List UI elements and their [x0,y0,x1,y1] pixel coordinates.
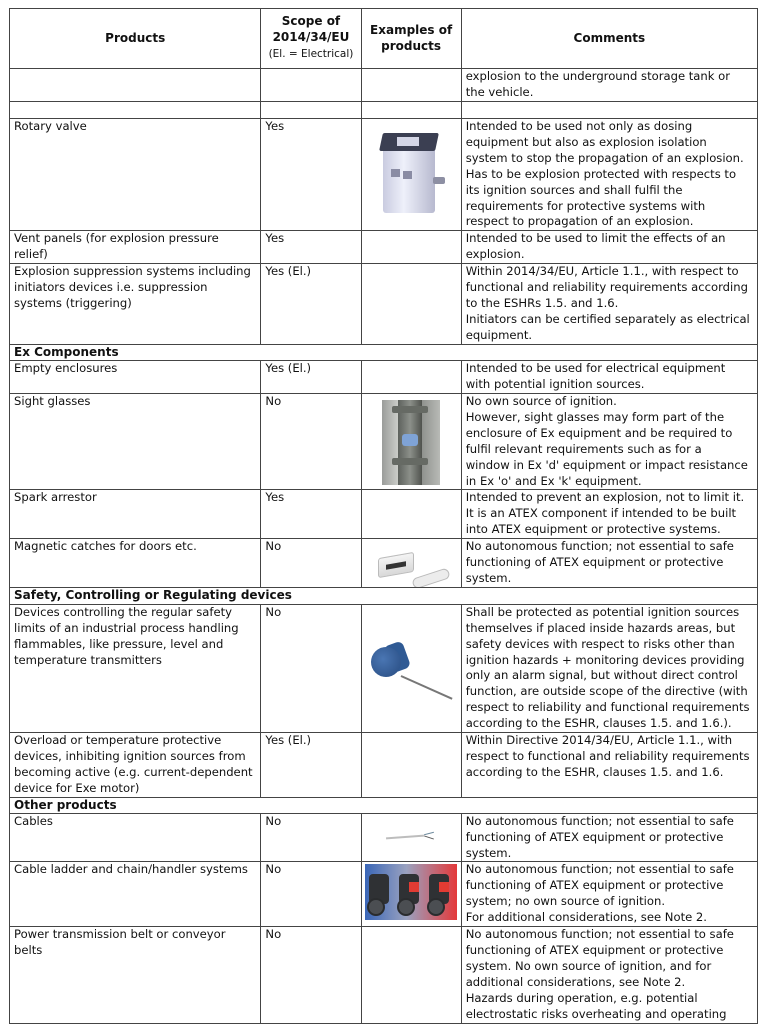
product-line: Cables [14,813,53,828]
comment-line: Within Directive 2014/34/EU, Article 1.1., with [465,733,733,748]
section-title: Other products [10,797,758,813]
product-line: Empty enclosures [14,361,118,376]
product-cell [10,361,261,394]
section-title: Safety, Controlling or Regulating devices [10,587,758,604]
product-line: limits of an industrial process handling [14,620,239,635]
comment-line: safety devices with respect to risks other than [465,636,735,651]
product-cell [10,490,261,539]
example-cell [361,927,461,1023]
comment-line: according to the ESHR, clauses 1.5. and 1.6.). [465,716,732,731]
table-body [10,119,758,1024]
comment-line: functional and reliability requirements according [465,280,748,295]
example-cell [361,231,461,264]
header-products: Products [10,9,261,69]
comment-cell [461,539,757,588]
example-cell [361,119,461,231]
table-row [10,119,758,231]
comment-line: Has to be explosion protected with respects to [465,166,737,181]
product-line: becoming active (e.g. current-dependent [14,764,253,779]
comment-line: enclosure of Ex equipment and be required to [465,425,733,440]
product-cell [10,604,261,732]
comment-line: with potential ignition sources. [465,377,645,392]
product-line: Spark arrestor [14,490,97,505]
product-cell [10,862,261,927]
comment-line: functioning of ATEX equipment or protective [465,878,724,893]
comment-line: electrostatic risks overheating and operating [465,1006,727,1021]
comment-line: ignition hazards + monitoring devices providing [465,652,745,667]
example-cell [361,361,461,394]
comment-line: explosion to the underground storage tank or [465,69,731,83]
cable-chain-image [365,864,457,920]
cable-image [386,832,436,842]
comment-line: Initiators can be certified separately as electrical [465,311,750,326]
magnetic-catch-image [374,549,448,585]
scope-cell: No [261,862,361,927]
comment-line: Hazards during operation, e.g. potential [465,990,698,1005]
comment-line: in Ex 'o' and Ex 'k' equipment. [465,473,642,488]
comment-line: No own source of ignition. [465,393,617,408]
scope-cell: Yes [261,119,361,231]
product-line: device for Exe motor) [14,780,140,795]
table-row [10,604,758,732]
scope-cell: No [261,604,361,732]
scope-cell: No [261,539,361,588]
comment-line: the vehicle. [465,84,534,99]
product-cell [10,119,261,231]
section-header-row [10,797,758,813]
header-scope-line1: Scope of [281,14,341,29]
scope-cell: Yes (El.) [261,361,361,394]
header-examples-line2: products [381,38,442,53]
comment-line: system. [465,845,512,860]
table-row [10,393,758,489]
table-row [10,490,758,539]
empty-row [10,102,758,119]
scope-cell: No [261,927,361,1023]
header-scope [261,9,361,69]
scope-cell: No [261,813,361,862]
comment-line: to the ESHRs 1.5. and 1.6. [465,295,619,310]
cell-empty [361,69,461,102]
product-line: Sight glasses [14,393,91,408]
table-row [10,862,758,927]
comment-line: only an alarm signal, but without direct control [465,668,738,683]
example-cell [361,490,461,539]
product-line: systems (triggering) [14,295,132,310]
comment-cell [461,862,757,927]
comment-line: Within 2014/34/EU, Article 1.1., with respect to [465,264,739,279]
comment-cell [461,490,757,539]
section-title: Ex Components [10,345,758,361]
product-cell [10,813,261,862]
product-cell [10,927,261,1023]
comment-line: Intended to be used for electrical equipment [465,361,726,376]
comment-line: explosion. [465,247,525,262]
comment-line: equipment but also as explosion isolation [465,134,707,149]
example-cell [361,733,461,798]
comment-line: No autonomous function; not essential to safe [465,539,734,554]
comment-line: For additional considerations, see Note 2. [465,910,707,925]
header-scope-line2: 2014/34/EU [272,30,350,44]
comment-line: functioning of ATEX equipment or protective [465,555,724,570]
comment-cell [461,393,757,489]
comment-line: themselves if placed inside hazards areas, but [465,620,736,635]
scope-cell: Yes [261,231,361,264]
table-row [10,361,758,394]
continuation-row [10,69,758,102]
example-cell [361,604,461,732]
scope-cell: No [261,393,361,489]
product-cell [10,733,261,798]
product-line: flammables, like pressure, level and [14,636,224,651]
comment-line: fulfil relevant requirements such as for a [465,441,702,456]
table-row [10,733,758,798]
example-cell [361,393,461,489]
comment-line: system. [465,570,512,585]
comment-cell [461,604,757,732]
comment-line: system. No own source of ignition, and for [465,958,712,973]
comment-cell [461,231,757,264]
comment-line: respect to functional and reliability requirements [465,749,750,763]
example-cell [361,862,461,927]
product-line: Devices controlling the regular safety [14,604,233,619]
comment-line: Intended to be used to limit the effects of an [465,231,726,246]
product-line: Power transmission belt or conveyor [14,927,226,942]
product-cell [10,393,261,489]
cell-empty [461,102,757,119]
product-line: Magnetic catches for doors etc. [14,539,197,554]
comment-line: system; no own source of ignition. [465,894,666,909]
comment-line: Shall be protected as potential ignition sources [465,604,740,619]
header-comments: Comments [461,9,757,69]
product-line: belts [14,942,43,957]
header-scope-note: (El. = Electrical) [268,47,354,60]
comment-line: Intended to be used not only as dosing [465,119,693,133]
comment-cell [461,361,757,394]
product-line: relief) [14,247,48,262]
product-line: initiators devices i.e. suppression [14,280,208,295]
comment-line: However, sight glasses may form part of the [465,409,725,424]
product-line: devices, inhibiting ignition sources from [14,749,246,763]
section-header-row [10,345,758,361]
comment-line: equipment. [465,327,533,342]
comment-line: functioning of ATEX equipment or protective [465,942,724,957]
comment-line: window in Ex 'd' equipment or impact resistance [465,457,748,472]
cell-empty [261,69,361,102]
comment-line: respect to reliability and functional requirements [465,700,750,715]
table-row [10,927,758,1023]
transmitter-image [363,639,459,699]
comment-line: requirements for protective systems with [465,198,706,213]
example-cell [361,813,461,862]
comment-cell [461,264,757,345]
comment-line: according to the ESHR, clauses 1.5. and 1.6. [465,764,724,779]
comment-cell [461,813,757,862]
comment-cell [461,927,757,1023]
comment-line: respect to propagation of an explosion. [465,214,694,229]
product-line: Cable ladder and chain/handler systems [14,862,248,877]
atex-products-table [9,8,758,1024]
comment-cell [461,69,757,102]
comment-line: into ATEX equipment or protective systems. [465,522,721,537]
scope-cell: Yes (El.) [261,733,361,798]
table-row [10,231,758,264]
comment-line: No autonomous function; not essential to safe [465,813,734,828]
comment-cell [461,119,757,231]
product-line: temperature transmitters [14,652,162,667]
section-header-row [10,587,758,604]
cell-empty [361,102,461,119]
scope-cell: Yes (El.) [261,264,361,345]
example-cell [361,539,461,588]
table-row [10,813,758,862]
table-row [10,264,758,345]
rotary-valve-image [379,129,443,217]
comment-line: functioning of ATEX equipment or protective [465,829,724,844]
comment-line: It is an ATEX component if intended to be built [465,506,737,521]
header-examples [361,9,461,69]
comment-cell [461,733,757,798]
product-line: Explosion suppression systems including [14,264,251,279]
comment-line: No autonomous function; not essential to safe [465,927,734,942]
product-line: Overload or temperature protective [14,733,222,748]
scope-cell: Yes [261,490,361,539]
comment-line: Intended to prevent an explosion, not to limit it. [465,490,745,505]
product-line: Vent panels (for explosion pressure [14,231,219,246]
example-cell [361,264,461,345]
product-cell [10,264,261,345]
cell-empty [261,102,361,119]
comment-line: its ignition sources and shall fulfil the [465,182,683,197]
table-row [10,539,758,588]
comment-line: function, are outside scope of the directive (with [465,684,748,699]
header-examples-line1: Examples of [370,22,453,37]
cell-empty [10,69,261,102]
comment-line: No autonomous function; not essential to safe [465,862,734,877]
product-line: Rotary valve [14,119,87,133]
product-cell [10,539,261,588]
cell-empty [10,102,261,119]
product-cell [10,231,261,264]
comment-line: additional considerations, see Note 2. [465,974,686,989]
sight-glass-image [382,400,440,485]
comment-line: system to stop the propagation of an explosion. [465,150,744,165]
header-row [10,9,758,69]
